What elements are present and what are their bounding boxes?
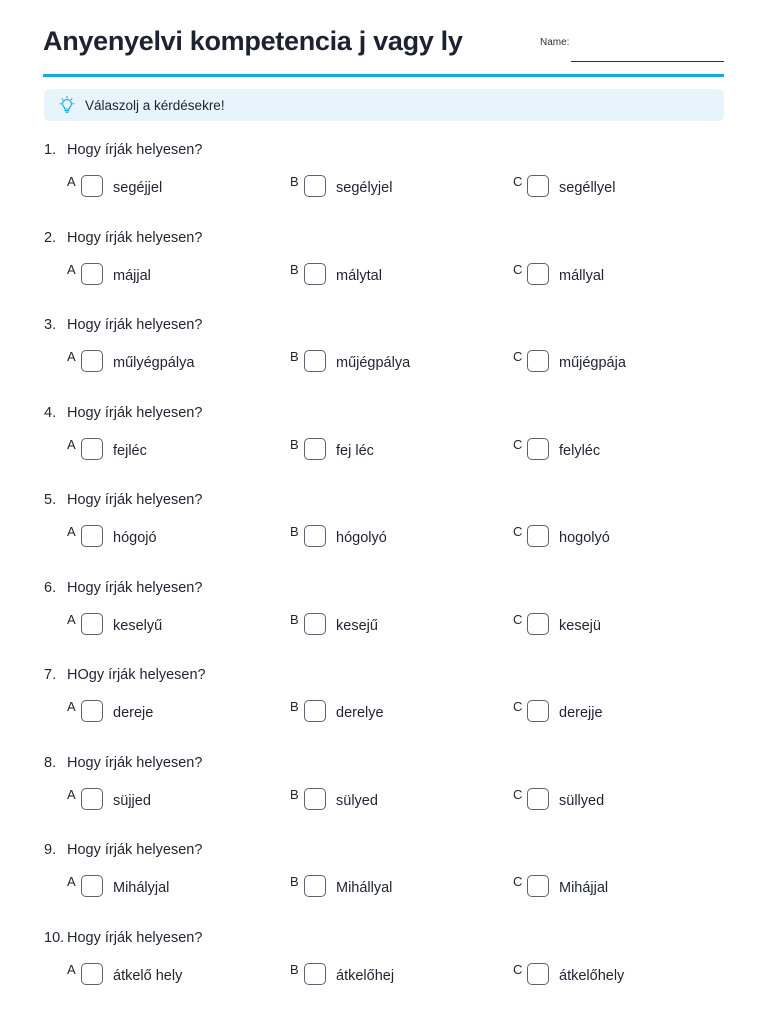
option-letter: A (67, 611, 76, 627)
question-text (44, 230, 202, 246)
answer-options (44, 787, 724, 813)
answer-checkbox[interactable] (304, 963, 326, 985)
answer-options (44, 262, 724, 288)
question-text (44, 317, 202, 333)
question-item (44, 488, 724, 576)
option-text: májjal (113, 267, 151, 284)
answer-checkbox[interactable] (527, 438, 549, 460)
option-letter: A (67, 524, 76, 539)
option-text: Mihályjal (113, 880, 170, 896)
option-text: műjégpálya (336, 355, 411, 371)
option-letter: B (290, 786, 299, 802)
option-text: süllyed (559, 792, 605, 809)
option-text: fejléc (113, 442, 147, 459)
question-item (44, 663, 724, 751)
answer-options (44, 437, 724, 463)
page-title: Anyenyelvi kompetencia j vagy ly (43, 26, 463, 56)
question-item (44, 576, 724, 664)
option-text: fej léc (336, 442, 374, 459)
option-text: kesejü (559, 617, 601, 634)
option-text: keselyű (113, 617, 163, 634)
option-letter: C (513, 261, 523, 277)
option-letter: C (513, 699, 523, 714)
option-letter: B (290, 699, 299, 714)
question-item (44, 838, 724, 926)
option-text: derejje (559, 705, 603, 721)
question-number: 9. (44, 842, 57, 858)
question-prompt: Hogy írják helyesen? (67, 317, 203, 333)
option-text: süjjed (113, 792, 151, 809)
name-label: Name: (540, 37, 570, 48)
question-item (44, 226, 724, 314)
question-prompt: Hogy írják helyesen? (67, 579, 203, 596)
answer-options (44, 699, 724, 725)
option-letter: B (290, 261, 299, 277)
question-prompt: Hogy írják helyesen? (67, 492, 203, 508)
answer-checkbox[interactable] (527, 700, 549, 722)
answer-options (44, 174, 724, 200)
option-letter: B (290, 611, 299, 627)
option-text: málytal (336, 267, 382, 284)
option-letter: A (67, 874, 76, 889)
question-number: 8. (44, 754, 57, 771)
option-text: átkelőhely (559, 967, 625, 984)
option-text: átkelő hely (113, 967, 183, 984)
question-number: 10. (44, 929, 65, 946)
answer-checkbox[interactable] (304, 175, 326, 197)
option-letter: A (67, 261, 76, 277)
question-item (44, 401, 724, 489)
answer-checkbox[interactable] (304, 525, 326, 547)
answer-options (44, 612, 724, 638)
name-field-line[interactable] (571, 61, 724, 62)
question-prompt: Hogy írják helyesen? (67, 229, 203, 246)
option-letter: A (67, 436, 76, 452)
option-letter: C (513, 961, 523, 977)
option-letter: A (67, 349, 76, 364)
option-letter: A (67, 786, 76, 802)
option-text: mállyal (559, 267, 605, 284)
question-item (44, 138, 724, 226)
answer-checkbox[interactable] (527, 263, 549, 285)
option-text: átkelőhej (336, 967, 395, 984)
answer-checkbox[interactable] (527, 525, 549, 547)
answer-checkbox[interactable] (527, 963, 549, 985)
answer-options (44, 874, 724, 900)
instruction-text: Válaszolj a kérdésekre! (85, 97, 225, 113)
question-number: 5. (44, 492, 57, 508)
option-text: kesejű (336, 617, 378, 634)
option-letter: B (290, 524, 299, 539)
question-text (44, 142, 202, 158)
worksheet-header (43, 0, 724, 78)
answer-checkbox[interactable] (81, 875, 103, 897)
answer-checkbox[interactable] (81, 963, 103, 985)
question-text (44, 842, 202, 858)
answer-checkbox[interactable] (81, 788, 103, 810)
option-text: hógojó (113, 530, 157, 546)
answer-checkbox[interactable] (81, 525, 103, 547)
answer-checkbox[interactable] (304, 875, 326, 897)
option-letter: C (513, 524, 523, 539)
option-letter: C (513, 349, 523, 364)
question-item (44, 313, 724, 401)
option-text: műjégpája (559, 355, 626, 371)
option-letter: C (513, 874, 523, 889)
answer-checkbox[interactable] (81, 175, 103, 197)
question-text (44, 405, 202, 421)
answer-checkbox[interactable] (527, 875, 549, 897)
answer-checkbox[interactable] (527, 613, 549, 635)
answer-checkbox[interactable] (304, 613, 326, 635)
option-text: műlyégpálya (113, 355, 195, 371)
option-text: hogolyó (559, 530, 610, 546)
answer-checkbox[interactable] (304, 700, 326, 722)
instruction-banner (44, 89, 724, 121)
option-letter: C (513, 786, 523, 802)
question-prompt: Hogy írják helyesen? (67, 754, 203, 771)
answer-options (44, 962, 724, 988)
answer-checkbox[interactable] (81, 438, 103, 460)
option-letter: C (513, 436, 523, 452)
option-letter: B (290, 961, 299, 977)
option-letter: B (290, 436, 299, 452)
answer-checkbox[interactable] (527, 175, 549, 197)
option-text: segéllyel (559, 180, 616, 196)
question-prompt: Hogy írják helyesen? (67, 404, 203, 421)
option-text: segéjjel (113, 180, 163, 196)
answer-options (44, 524, 724, 550)
question-text (44, 755, 202, 771)
question-text (44, 492, 202, 508)
question-prompt: Hogy írják helyesen? (67, 842, 203, 858)
question-prompt: Hogy írják helyesen? (67, 929, 203, 946)
option-letter: C (513, 174, 523, 189)
answer-checkbox[interactable] (304, 788, 326, 810)
answer-checkbox[interactable] (304, 438, 326, 460)
answer-checkbox[interactable] (81, 263, 103, 285)
question-number: 3. (44, 317, 57, 333)
answer-checkbox[interactable] (81, 700, 103, 722)
option-letter: C (513, 611, 523, 627)
answer-checkbox[interactable] (527, 788, 549, 810)
option-text: Mihállyal (336, 880, 393, 896)
question-item (44, 926, 724, 1014)
option-letter: B (290, 874, 299, 889)
option-text: derelye (336, 705, 384, 721)
answer-checkbox[interactable] (304, 350, 326, 372)
answer-options (44, 349, 724, 375)
header-divider (43, 74, 724, 77)
answer-checkbox[interactable] (81, 613, 103, 635)
option-text: segélyjel (336, 180, 393, 196)
option-text: sülyed (336, 792, 378, 809)
option-text: Mihájjal (559, 880, 609, 896)
option-letter: A (67, 961, 76, 977)
question-prompt: Hogy írják helyesen? (67, 142, 203, 158)
question-list (44, 138, 724, 1013)
question-number: 7. (44, 667, 57, 683)
answer-checkbox[interactable] (81, 350, 103, 372)
question-item (44, 751, 724, 839)
question-number: 1. (44, 142, 57, 158)
option-text: hógolyó (336, 530, 387, 546)
question-number: 2. (44, 229, 57, 246)
option-letter: A (67, 699, 76, 714)
question-prompt: HOgy írják helyesen? (67, 667, 206, 683)
option-letter: B (290, 349, 299, 364)
answer-checkbox[interactable] (527, 350, 549, 372)
question-number: 4. (44, 404, 57, 421)
option-text: felyléc (559, 442, 601, 459)
answer-checkbox[interactable] (304, 263, 326, 285)
question-text (44, 667, 206, 683)
option-letter: A (67, 174, 76, 189)
question-text (44, 930, 202, 946)
option-letter: B (290, 174, 299, 189)
question-text (44, 580, 202, 596)
option-text: dereje (113, 705, 154, 721)
lightbulb-icon (59, 96, 75, 114)
question-number: 6. (44, 579, 57, 596)
